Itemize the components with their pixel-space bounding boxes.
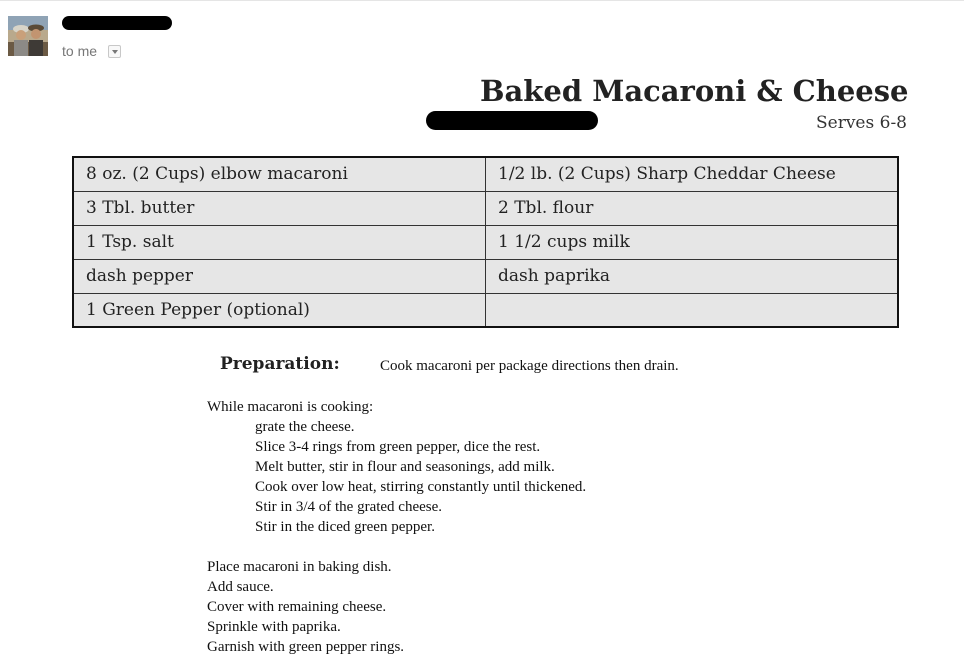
- table-row: [73, 157, 898, 191]
- avatar-photo-icon: [8, 16, 48, 56]
- step-line: grate the cheese.: [255, 419, 355, 435]
- while-cooking-heading: While macaroni is cooking:: [207, 399, 374, 415]
- preparation-heading: Preparation:: [220, 354, 340, 374]
- final-step-line: Sprinkle with paprika.: [207, 619, 341, 635]
- final-step-line: Place macaroni in baking dish.: [207, 559, 392, 575]
- table-row: [73, 259, 898, 293]
- servings-text: Serves 6-8: [816, 113, 908, 133]
- final-step-line: Add sauce.: [207, 579, 274, 595]
- table-row: [73, 191, 898, 225]
- chevron-down-icon: [112, 50, 118, 54]
- ingredient-cell: 1 1/2 cups milk: [486, 225, 899, 259]
- step-line: Melt butter, stir in flour and seasonings, add milk.: [255, 459, 555, 475]
- step-line: Stir in 3/4 of the grated cheese.: [255, 499, 443, 515]
- top-divider: [0, 0, 964, 1]
- final-step-line: Cover with remaining cheese.: [207, 599, 387, 615]
- step-line: Cook over low heat, stirring constantly until thickened.: [255, 479, 587, 495]
- recipient-label: to me: [62, 43, 98, 59]
- sender-avatar[interactable]: [8, 16, 48, 56]
- redacted-author-line: [426, 111, 598, 130]
- ingredient-cell: 1/2 lb. (2 Cups) Sharp Cheddar Cheese: [486, 157, 899, 191]
- step-line: Slice 3-4 rings from green pepper, dice the rest.: [255, 439, 541, 455]
- ingredient-cell: 3 Tbl. butter: [73, 191, 486, 225]
- table-row: [73, 293, 898, 327]
- ingredient-cell: dash paprika: [486, 259, 899, 293]
- preparation-first-step: Cook macaroni per package directions then drain.: [380, 358, 679, 374]
- table-row: [73, 225, 898, 259]
- step-line: Stir in the diced green pepper.: [255, 519, 435, 535]
- ingredient-cell: 8 oz. (2 Cups) elbow macaroni: [73, 157, 486, 191]
- ingredient-cell: 1 Tsp. salt: [73, 225, 486, 259]
- ingredient-cell: 2 Tbl. flour: [486, 191, 899, 225]
- ingredient-cell: [486, 293, 899, 327]
- recipe-title: Baked Macaroni & Cheese: [480, 74, 909, 108]
- final-step-line: Garnish with green pepper rings.: [207, 639, 405, 655]
- ingredient-cell: 1 Green Pepper (optional): [73, 293, 486, 327]
- redacted-sender-name: [62, 16, 172, 30]
- details-dropdown-button[interactable]: [108, 45, 121, 58]
- ingredients-table: [72, 156, 899, 328]
- ingredient-cell: dash pepper: [73, 259, 486, 293]
